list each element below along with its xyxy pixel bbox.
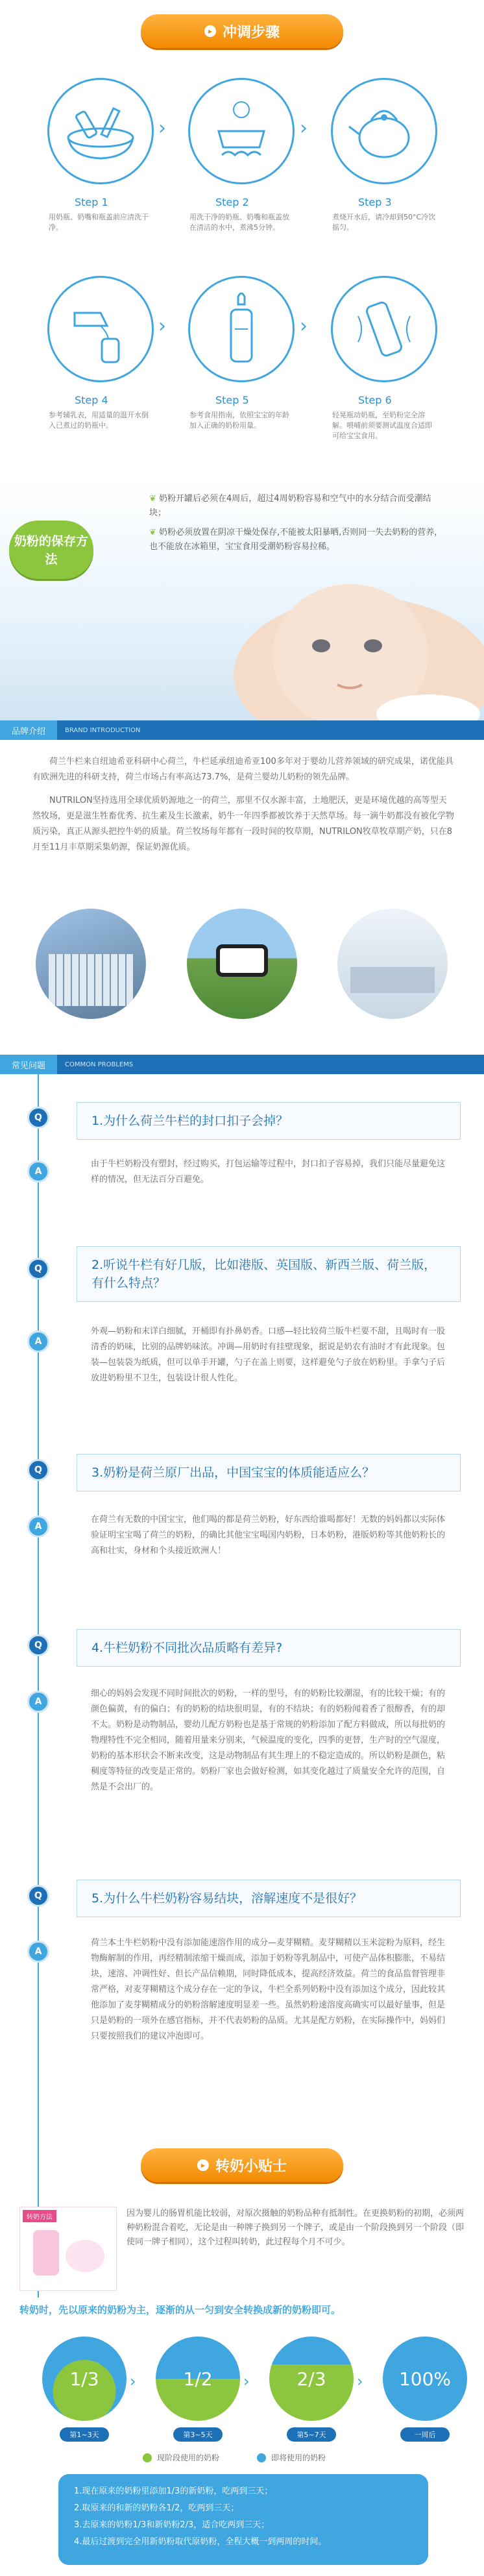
- step-description: 参考食用指南，依照宝宝的年龄加入正确的奶粉用量。: [189, 411, 289, 430]
- step-illustration: [47, 78, 154, 184]
- step-description: 参考辅乳表，用适量的温开水倒入已煮过的奶瓶中。: [49, 411, 149, 430]
- section-title-text: 冲调步骤: [222, 24, 280, 41]
- answer-text: 外观—奶粉和末详白细腻，开桶即有扑鼻奶香。口感—轻比较荷兰版牛栏要不甜，且喝时有一股清香的奶味，比别的品牌奶味浓。冲调—用奶时有挂壁现象，据说是奶农有油时才有此现象。包装—包装袋为纸质，但可以单手开罐，勺子在盖上则要，这样避免勺子放在奶粉里。手拿勺子后放进奶粉里不卫生，包装设计很人性化。: [91, 1327, 446, 1383]
- section-title-tips: [141, 2148, 343, 2182]
- step-label: Step 5: [215, 394, 249, 406]
- answer-marker: A: [27, 1941, 49, 1963]
- step-description: 轻晃瓶动奶瓶，至奶粉完全溶解。喂哺前须要测试温度合适即可给宝宝食用。: [332, 411, 432, 440]
- legend-current: 现阶段使用的奶粉: [157, 2453, 220, 2462]
- brand-paragraph: NUTRILON坚持选用全球优质奶源地之一的荷兰，那里不仅水源丰富，土地肥沃，更是环境优越的高等型天然牧场，更是滋生牲畜优秀、抗生素及生长激素，奶牛一年四季都被饮养于天然草场。每一滴牛奶都没有被化学物质污染，真正从源头把控牛奶的质量。荷兰牧场每年都有一段时间的牧草期，NUTRILON牧草牧草期产奶，只在8月至11月丰草期采集奶源，保证奶源优质。: [32, 796, 455, 852]
- stage-days: 第3~5天: [173, 2427, 223, 2442]
- lab-bench: [350, 967, 435, 993]
- factory-building: [49, 954, 133, 1006]
- step-card: [176, 78, 306, 233]
- storage-point: [149, 526, 448, 554]
- step-illustration: [188, 276, 295, 382]
- storage-banner: [0, 480, 484, 727]
- stage-circle: 1/3: [42, 2337, 127, 2421]
- step-label: Step 6: [358, 394, 392, 406]
- step-illustration: [331, 78, 437, 184]
- step-description: 用奶瓶、奶嘴和瓶盖前应清洗干净。: [49, 213, 149, 232]
- stage-circle: 100%: [383, 2337, 467, 2421]
- step-label: Step 1: [75, 196, 108, 208]
- stage-days: 第5~7天: [287, 2427, 336, 2442]
- storage-badge: 奶粉的保存方法: [9, 521, 93, 579]
- question-box: 3.奶粉是荷兰原厂出品，中国宝宝的体质能适应么？: [77, 1454, 461, 1491]
- tips-summary: [58, 2474, 428, 2565]
- faq-tag: 常见问题: [0, 1055, 57, 1074]
- bullet-icon: ▸: [204, 25, 216, 37]
- summary-item: 1.现在原来的奶粉里添加1/3的新奶粉，吃两到三天；: [74, 2486, 273, 2496]
- step-label: Step 2: [215, 196, 249, 208]
- scoop-bottle-icon: [202, 290, 280, 368]
- boiling-pot-icon: [202, 95, 280, 167]
- brand-tag-en: BRAND INTRODUCTION: [65, 726, 141, 734]
- stage-days: 第1~3天: [60, 2427, 109, 2442]
- storage-point: [149, 492, 448, 521]
- baby-photo: [195, 558, 484, 727]
- legend-swatch-upcoming: [257, 2453, 266, 2462]
- section-title-text: 转奶小贴士: [215, 2158, 287, 2175]
- answer-marker: A: [27, 1160, 49, 1183]
- stage-circle: 2/3: [269, 2337, 354, 2421]
- factory-photo: [36, 909, 146, 1019]
- question-marker: Q: [27, 1107, 49, 1129]
- leaf-icon: ❦: [149, 528, 160, 537]
- section-title-mixing-steps: [141, 14, 343, 48]
- step-illustration: [188, 78, 295, 184]
- step-illustration: [331, 276, 437, 382]
- faq-tag-en: COMMON PROBLEMS: [65, 1061, 134, 1068]
- answer-marker: A: [27, 1331, 49, 1353]
- answer-text: 细心的妈妈会发现不同时间批次的奶粉，一样的型号，有的奶粉比较潮湿，有的比较干燥；有的颜色偏黄，有的偏白；有的奶粉的结块很明显，有的不结块；有的奶粉闻着香了很醇香，有的却不太。奶粉是动物制品，婴幼儿配方奶粉也是基于常规的奶粉添加了配方料做成，所以每批奶的物理特性不完全相同，随着用量来分别来，气候温度的变化，四季的更替，生产时的空气湿度，奶粉的基本形状会不断来改变，这是动物制品有其生理上的不稳定造成的。所以奶粉是颜色，粘稠度等特征的改变是正常的。奶粉厂家也会做好检测，如其变化越过了质量安全允许的范围，自然是不会出厂的。: [91, 1689, 446, 1792]
- step-label: Step 4: [75, 394, 108, 406]
- step-card: [36, 78, 165, 233]
- arrow-right-icon: ›: [300, 117, 308, 140]
- legend-upcoming: 即将使用的奶粉: [271, 2453, 326, 2462]
- step-card: [176, 276, 306, 431]
- kettle-icon: [345, 95, 423, 167]
- step-description: 用洗干净的奶瓶、奶嘴和瓶盖放在清洁的水中，煮沸5分钟。: [189, 213, 289, 232]
- arrow-right-icon: ›: [357, 2372, 363, 2390]
- arrow-right-icon: ›: [158, 315, 166, 337]
- answer-text: 在荷兰有无数的中国宝宝，他们喝的都是荷兰奶粉，好东西给谁喝都好！无数的妈妈都以实际体验证明宝宝喝了荷兰的奶粉，的确比其他宝宝喝国内奶粉，日本奶粉，港版奶粉等其他奶粉长的高和壮实，身材和个头接近欧洲人！: [91, 1515, 446, 1556]
- answer-text: 由于牛栏奶粉没有塑封，经过购买，打包运输等过程中，封口扣子容易掉，我们只能尽量避免这样的情况，但无法百分百避免。: [91, 1159, 446, 1184]
- storage-points: [149, 492, 448, 554]
- tips-image: [19, 2207, 117, 2291]
- lab-photo: [337, 909, 448, 1019]
- cow-shape: [216, 944, 268, 977]
- storage-point-text: 奶粉必须放置在阴凉干燥处保存,不能被太阳暴晒,否则同一失去奶粉的营养，也不能放在冰箱里，宝宝食用受潮奶粉容易拉稀。: [149, 528, 443, 552]
- step-description: 煮烧开水后，请冷却到50°C冷饮摇匀。: [332, 213, 436, 232]
- answer-marker: A: [27, 1515, 49, 1538]
- question-box: 2.听说牛栏有好几版，比如港版、英国版、新西兰版、荷兰版，有什么特点？: [77, 1246, 461, 1302]
- arrow-right-icon: ›: [300, 315, 308, 337]
- question-box: 4.牛栏奶粉不同批次品质略有差异?: [77, 1629, 461, 1667]
- pour-water-icon: [62, 293, 139, 365]
- question-marker: Q: [27, 1634, 49, 1656]
- brand-section-bar: [0, 720, 484, 740]
- faq-section-bar: [0, 1055, 484, 1074]
- step-illustration: [47, 276, 154, 382]
- cows-photo: [187, 909, 297, 1019]
- brand-tag: 品牌介绍: [0, 720, 57, 740]
- stage-circle: 1/2: [156, 2337, 240, 2421]
- step-card: [319, 78, 449, 233]
- answer-marker: A: [27, 1691, 49, 1713]
- summary-item: 4.最后过渡到完全用新奶粉取代原奶粉，全程大概一到两周的时间。: [74, 2537, 327, 2547]
- washing-bowl-icon: [62, 99, 139, 164]
- question-marker: Q: [27, 1459, 49, 1481]
- question-marker: Q: [27, 1258, 49, 1280]
- stage-days: 一周后: [400, 2427, 450, 2442]
- step-card: [36, 276, 165, 431]
- arrow-right-icon: ›: [243, 2372, 250, 2390]
- question-box: 1.为什么荷兰牛栏的封口扣子会掉？: [77, 1102, 461, 1140]
- arrow-right-icon: ›: [158, 117, 166, 140]
- shake-bottle-icon: [345, 290, 423, 368]
- legend-swatch-current: [143, 2453, 152, 2462]
- step-label: Step 3: [358, 196, 392, 208]
- tips-headline: 转奶时，先以原来的奶粉为主，逐渐的从一匀到安全转换成新的奶粉即可。: [19, 2304, 341, 2316]
- question-marker: Q: [27, 1885, 49, 1907]
- tips-image-caption: 转奶方法: [23, 2210, 56, 2222]
- legend: [143, 2452, 326, 2463]
- arrow-right-icon: ›: [130, 2372, 136, 2390]
- storage-point-text: 奶粉开罐后必须在4周后，超过4周奶粉容易和空气中的水分结合而受潮结块；: [149, 494, 431, 518]
- bowl-shape: [66, 2240, 104, 2272]
- tips-intro: 因为婴儿的肠胃机能比较弱，对原次摄触的奶粉品种有抵制性。在更换奶粉的初期，必须两种奶粉混合着吃，无论是由一种牌子换到另一个牌子，或是由一个阶段换到另一个阶段（即使同一牌子相同），这个过程叫转奶，此过程每个月不可少。: [127, 2209, 465, 2247]
- leaf-icon: ❦: [149, 494, 160, 504]
- brand-paragraph: 荷兰牛栏来自纽迪希亚科研中心荷兰，牛栏延承纽迪希亚100多年对于婴幼儿营养领域的研究成果，诺优能具有欧洲先进的科研支持，荷兰市场占有率高达73.7%，是荷兰婴幼儿奶粉的领先品牌。: [32, 757, 454, 782]
- answer-text: 荷兰本土牛栏奶粉中没有添加能速溶作用的成分—麦芽糊精。麦芽糊精以玉米淀粉为原料，经生物酶解制的作用，再经精制浓缩干燥而成，添加于奶粉等乳制品中，可使产品体积膨胀，不易结块，速溶、冲调性好、但长产品信赖期，同时降低成本，提高经济效益。荷兰的食品监督管理非常严格，对麦芽糊精这个成分存在一定的争议，牛栏全系列奶粉中没有添加这个成分，因此较其他添加了麦芽糊精成分的奶粉溶解速度明显差一些。虽然奶粉速溶度高确实可以最好量事，但是只是奶粉的一项外在感官指标，并不代表奶粉的品质。尤其是配方奶粉，在实际操作中，妈妈们只要按照我们的建议冲泡即可。: [91, 1938, 446, 2041]
- question-box: 5.为什么牛栏奶粉容易结块，溶解速度不是很好？: [77, 1880, 461, 1917]
- summary-item: 3.去原来的奶粉1/3和新奶粉2/3，适合吃两到三天；: [74, 2520, 270, 2530]
- summary-item: 2.取原来的和新的奶粉各1/2，吃两到三天；: [74, 2503, 239, 2513]
- bottle-shape: [33, 2230, 59, 2275]
- brand-text: [32, 754, 454, 855]
- bullet-icon: ▸: [197, 2159, 209, 2171]
- step-card: [319, 276, 449, 441]
